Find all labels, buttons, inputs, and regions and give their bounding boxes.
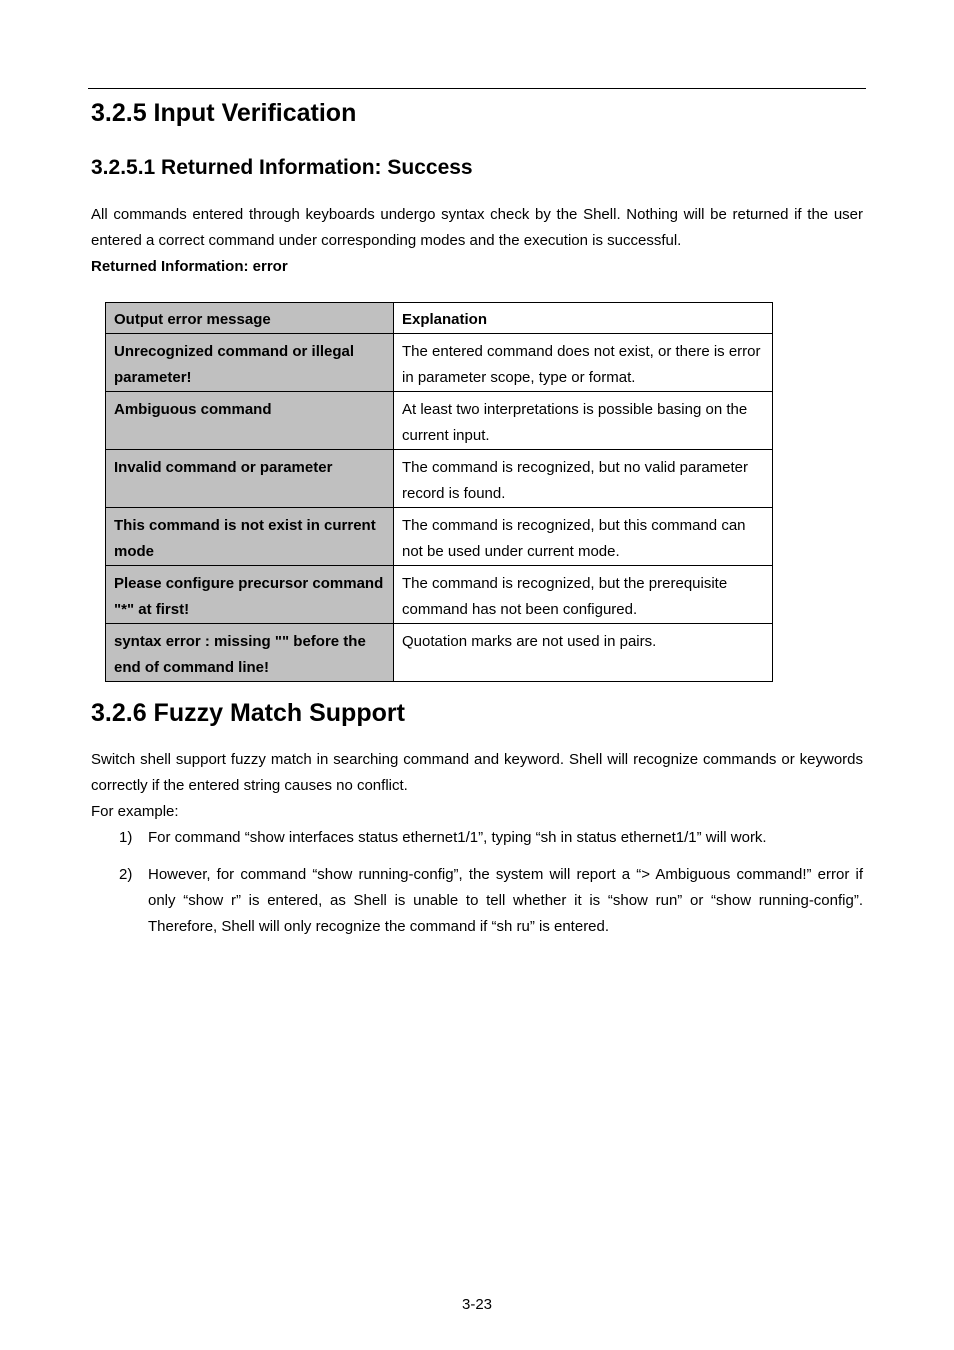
list-item (91, 825, 863, 851)
error-message-cell: Unrecognized command or illegal parameter! (106, 334, 394, 392)
list-item-number: 2) (119, 866, 133, 883)
table-row (106, 334, 773, 392)
error-label: Returned Information: error (91, 258, 288, 275)
header-rule (88, 88, 866, 89)
table-row (106, 624, 773, 682)
explanation-cell: Quotation marks are not used in pairs. (394, 624, 773, 682)
table-row (106, 508, 773, 566)
error-message-cell: Invalid command or parameter (106, 450, 394, 508)
list-item-number: 1) (119, 829, 133, 846)
explanation-cell: At least two interpretations is possible basing on the current input. (394, 392, 773, 450)
example-list (91, 825, 863, 940)
intro-paragraph: All commands entered through keyboards undergo syntax check by the Shell. Nothing will be returned if the user entered a correct command under corresponding modes and the execution is successful. (91, 206, 863, 249)
section-title: 3.2.5 Input Verification (91, 99, 357, 127)
error-message-cell: This command is not exist in current mode (106, 508, 394, 566)
error-message-cell: Ambiguous command (106, 392, 394, 450)
error-message-cell: Please configure precursor command "*" at first! (106, 566, 394, 624)
page-number: 3-23 (461, 1296, 493, 1313)
table-header-explanation: Explanation (394, 303, 773, 334)
error-message-cell: syntax error : missing "" before the end of command line! (106, 624, 394, 682)
list-item (91, 862, 863, 940)
error-message-table (105, 302, 773, 682)
table-header-row (106, 303, 773, 334)
subsection-title: 3.2.5.1 Returned Information: Success (91, 156, 473, 179)
explanation-cell: The command is recognized, but no valid parameter record is found. (394, 450, 773, 508)
explanation-cell: The entered command does not exist, or there is error in parameter scope, type or format. (394, 334, 773, 392)
list-item-text: However, for command “show running-config”, the system will report a “> Ambiguous command!” error if only “show r” is entered, as Shell is unable to tell whether it is “show run” or “show running-config”. Therefore, Shell will only recognize the command if “sh ru” is entered. (148, 866, 863, 935)
explanation-cell: The command is recognized, but this command can not be used under current mode. (394, 508, 773, 566)
fuzzy-paragraph: Switch shell support fuzzy match in searching command and keyword. Shell will recognize commands or keywords correctly if the entered string causes no conflict. (91, 751, 863, 794)
explanation-cell: The command is recognized, but the prerequisite command has not been configured. (394, 566, 773, 624)
example-label: For example: (91, 803, 179, 820)
table-row (106, 392, 773, 450)
table-row (106, 450, 773, 508)
section2-title: 3.2.6 Fuzzy Match Support (91, 699, 405, 727)
table-row (106, 566, 773, 624)
table-header-message: Output error message (106, 303, 394, 334)
list-item-text: For command “show interfaces status ethernet1/1”, typing “sh in status ethernet1/1” will work. (148, 829, 767, 846)
